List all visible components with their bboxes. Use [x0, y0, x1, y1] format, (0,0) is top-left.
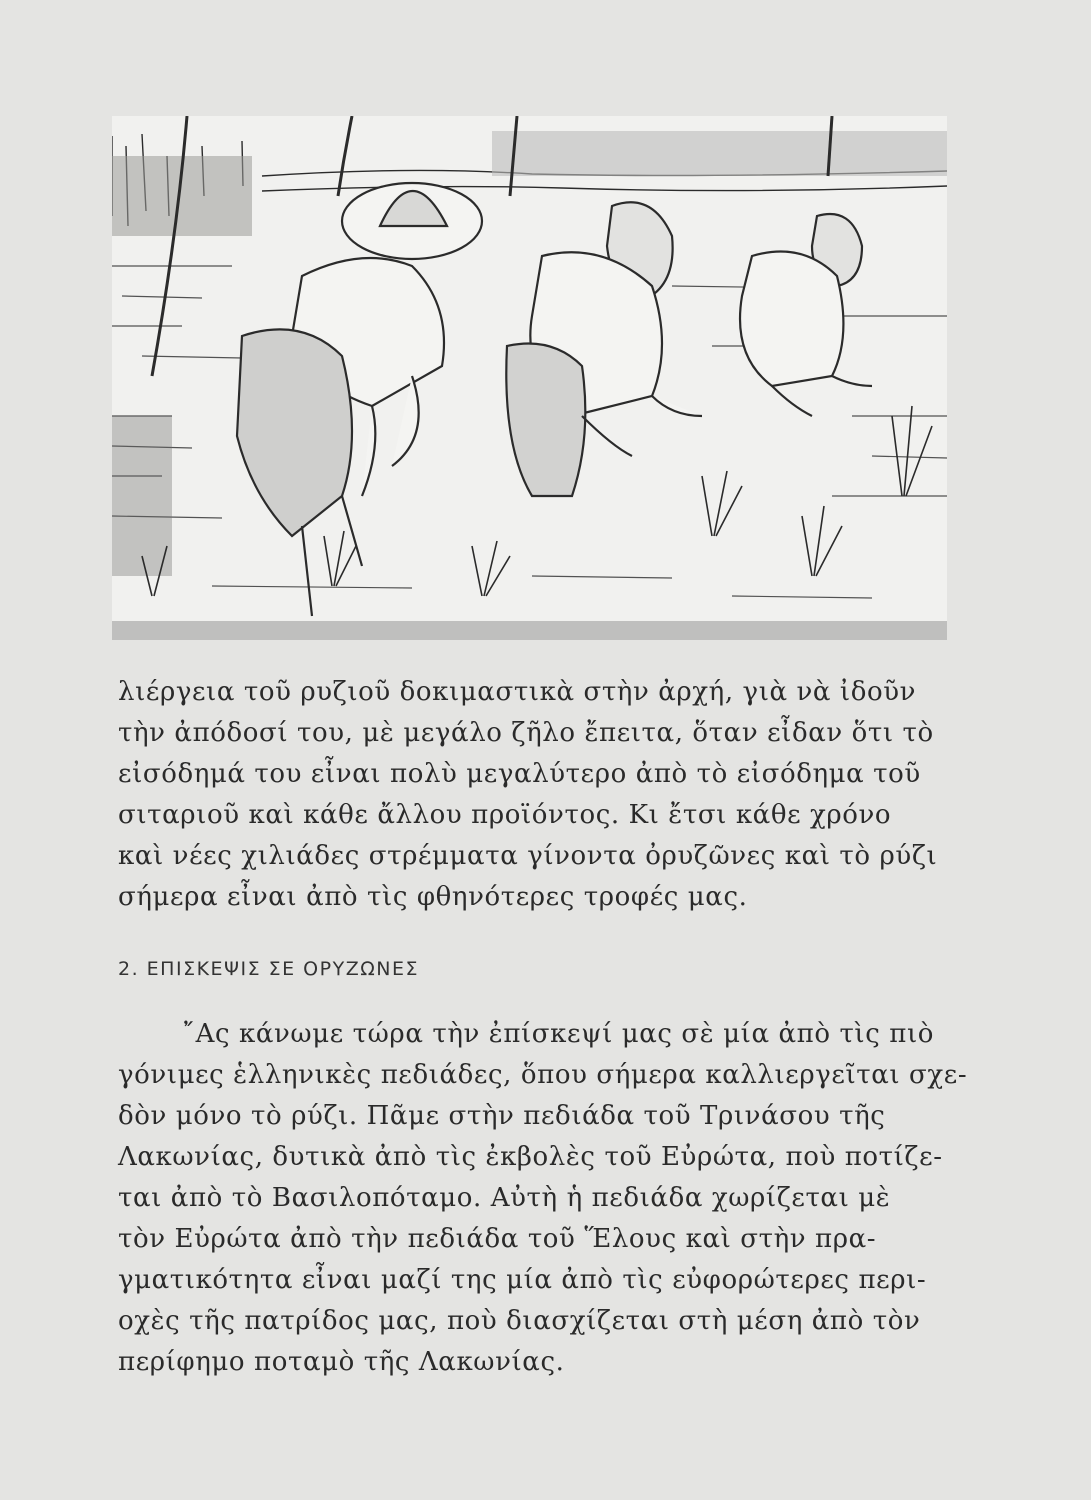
- text-line: σήμερα εἶναι ἀπὸ τὶς φθηνότερες τροφές μας.: [118, 882, 748, 912]
- text-line: λιέργεια τοῦ ρυζιοῦ δοκιμαστικὰ στὴν ἀρχή, γιὰ νὰ ἰδοῦν: [118, 677, 917, 707]
- text-line: γόνιμες ἑλληνικὲς πεδιάδες, ὅπου σήμερα καλλιεργεῖται σχε-: [118, 1060, 968, 1090]
- text-line: τὴν ἀπόδοσί του, μὲ μεγάλο ζῆλο ἔπειτα, ὅταν εἶδαν ὅτι τὸ: [118, 718, 934, 748]
- section-paragraph: [118, 1014, 968, 1383]
- text-line: σιταριοῦ καὶ κάθε ἄλλου προϊόντος. Κι ἔτσι κάθε χρόνο: [118, 800, 892, 830]
- text-line: καὶ νέες χιλιάδες στρέμματα γίνοντα ὀρυζῶνες καὶ τὸ ρύζι: [118, 841, 938, 871]
- text-line: εἰσόδημά του εἶναι πολὺ μεγαλύτερο ἀπὸ τὸ εἰσόδημα τοῦ: [118, 759, 921, 789]
- rice-planting-illustration: [112, 116, 947, 640]
- illustration-drawing: [112, 116, 947, 640]
- text-line: τὸν Εὐρώτα ἀπὸ τὴν πεδιάδα τοῦ Ἕλους καὶ στὴν πρα-: [118, 1224, 877, 1254]
- text-line: Λακωνίας, δυτικὰ ἀπὸ τὶς ἐκβολὲς τοῦ Εὐρώτα, ποὺ ποτίζε-: [118, 1142, 943, 1172]
- text-line: οχὲς τῆς πατρίδος μας, ποὺ διασχίζεται στὴ μέση ἀπὸ τὸν: [118, 1306, 921, 1336]
- text-line: ῎Ας κάνωμε τώρα τὴν ἐπίσκεψί μας σὲ μία ἀπὸ τὶς πιὸ: [182, 1019, 934, 1049]
- text-line: δὸν μόνο τὸ ρύζι. Πᾶμε στὴν πεδιάδα τοῦ Τρινάσου τῆς: [118, 1101, 886, 1131]
- section-heading: 2. ΕΠΙΣΚΕΨΙΣ ΣΕ ΟΡΥΖΩΝΕΣ: [118, 958, 419, 980]
- text-line: ται ἀπὸ τὸ Βασιλοπόταμο. Αὐτὴ ἡ πεδιάδα χωρίζεται μὲ: [118, 1183, 891, 1213]
- text-line: γματικότητα εἶναι μαζί της μία ἀπὸ τὶς εὐφορώτερες περι-: [118, 1265, 927, 1295]
- text-line: περίφημο ποταμὸ τῆς Λακωνίας.: [118, 1347, 565, 1377]
- paragraph-continued: [118, 672, 958, 918]
